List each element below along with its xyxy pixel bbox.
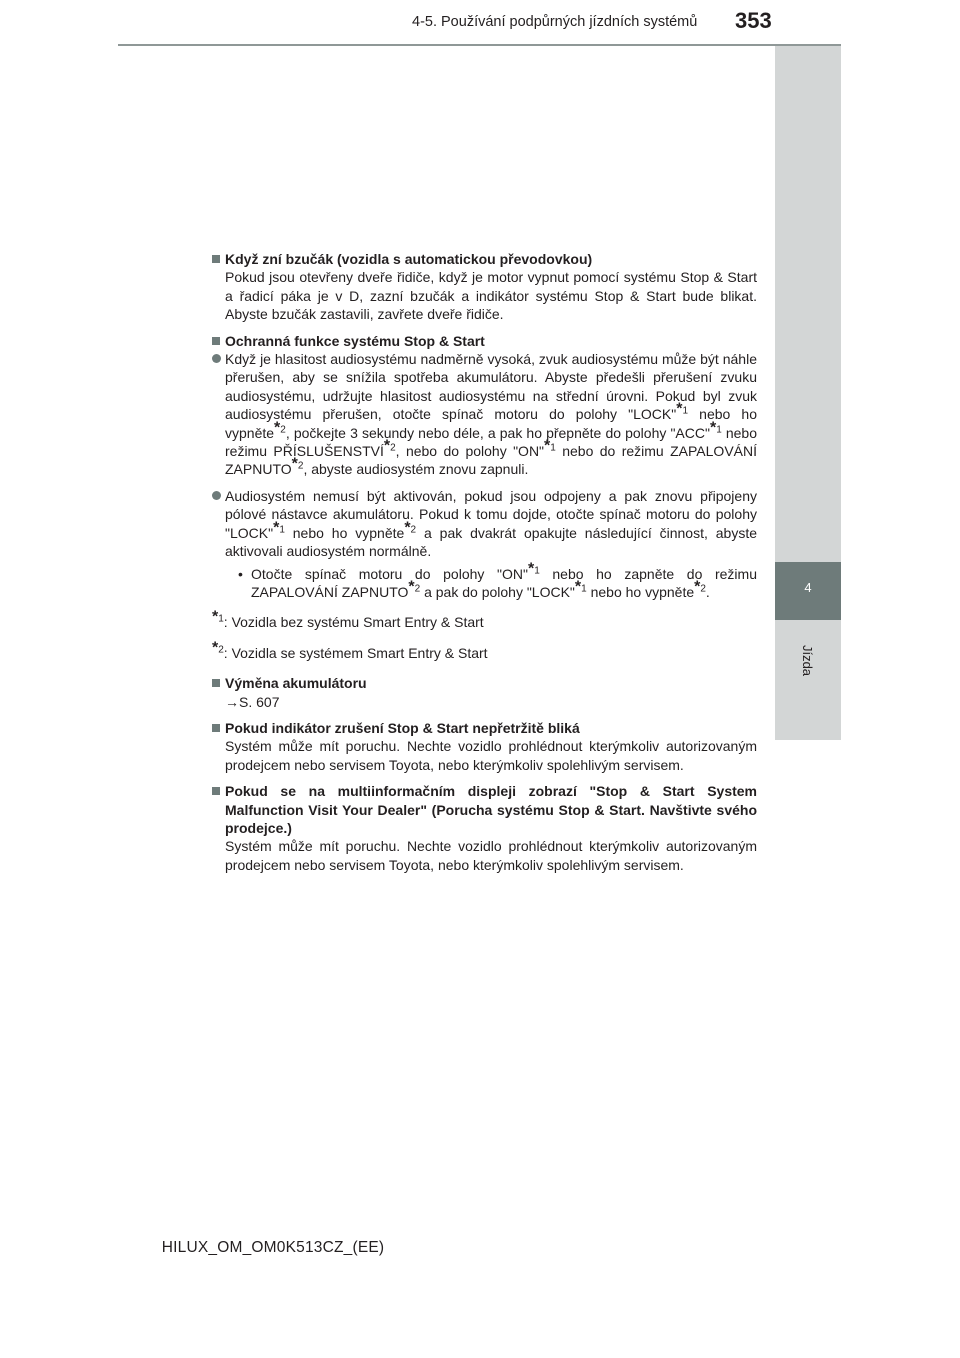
side-column-bottom [775, 620, 841, 740]
square-bullet-icon [212, 255, 220, 263]
text-run: Audiosystém nemusí být aktivován, pokud jsou odpojeny a pak znovu připojeny pólové nástavce akumulátoru. Pokud k tomu dojde, otočte spínač motoru do polohy "LOCK" [225, 487, 757, 541]
footnote-num: 1 [534, 564, 540, 576]
footnote-star: * [383, 437, 391, 455]
square-bullet-icon [212, 787, 220, 795]
text-run: nebo ho vypněte [284, 524, 405, 541]
footnote-num: 2 [390, 442, 396, 454]
footnote-num: 2 [414, 583, 421, 595]
text-run: nebo režimu PŘÍSLUŠENSTVÍ [225, 424, 757, 460]
footnote-star: * [273, 519, 280, 537]
footnote-num: 2 [280, 424, 286, 435]
footnote-text: : Vozidla se systémem Smart Entry & Start [223, 644, 488, 661]
square-bullet-icon [212, 337, 220, 345]
square-bullet-icon [212, 679, 220, 687]
section-heading [212, 332, 757, 350]
footnote-star: * [274, 419, 281, 436]
text-run: Otočte spínač motoru do polohy "ON" [251, 565, 528, 582]
footnote-num: 1 [550, 442, 556, 454]
text-run: a pak dvakrát opakujte následující činnost, abyste aktivovali audiosystém normálně. [225, 524, 757, 560]
page-content [212, 250, 757, 882]
section-indicator [212, 719, 757, 774]
heading-text: Výměna akumulátoru [225, 675, 367, 692]
chapter-tab [775, 562, 841, 620]
text-run: nebo ho vypněte [225, 406, 757, 441]
page-number: 353 [735, 8, 772, 33]
bullet-text [225, 487, 757, 561]
footnote-num: 1 [682, 405, 689, 417]
text-run: , počkejte 3 sekundy nebo déle, a pak ho přepněte do polohy "ACC" [285, 424, 710, 441]
footnote-1 [212, 608, 757, 631]
footnote-num: 1 [581, 583, 587, 595]
side-column-top [775, 46, 841, 562]
section-buzzer [212, 250, 757, 324]
section-malfunction [212, 782, 757, 874]
footnote-num: 1 [218, 613, 224, 625]
footnote-star: * [574, 578, 582, 596]
chapter-label [788, 640, 828, 680]
text-run: a pak do polohy "LOCK" [420, 583, 575, 600]
text-run: nebo do režimu ZAPALOVÁNÍ ZAPNUTO [225, 443, 757, 478]
circle-bullet-icon [212, 354, 221, 363]
section-body: Systém může mít poruchu. Nechte vozidlo prohlédnout kterýmkoliv autorizovaným prodejcem nebo servisem Toyota, nebo kterýmkoliv spolehlivým servisem. [225, 738, 757, 773]
footnote-num: 1 [716, 424, 722, 435]
footnote-star: * [527, 559, 535, 577]
footnote-num: 2 [410, 524, 417, 536]
footnote-star: * [408, 578, 415, 596]
heading-text: Pokud indikátor zrušení Stop & Start nepřetržitě bliká [225, 719, 580, 736]
heading-text: Pokud se na multiinformačním displeji zobrazí "Stop & Start System Malfunction Visit Your Dealer" (Porucha systému Stop & Start. Navštivte svého prodejce.) [225, 783, 757, 836]
footnote-text: : Vozidla bez systému Smart Entry & Start [223, 614, 484, 631]
text-run: Když je hlasitost audiosystému nadměrně vysoká, zvuk audiosystému může být náhle přerušen, aby se snížila spotřeba akumulátoru. Abyste předešli přerušení zvuku audiosystému, udržujte hlasitost audiosystému na střední úrovni. Pokud byl zvuk audiosystému přerušen, otočte spínač motoru do polohy "LOCK" [225, 351, 757, 423]
chapter-label-text: Jízda [800, 644, 816, 676]
sub-bullet-mark: • [238, 565, 243, 582]
footnote-2 [212, 639, 757, 662]
text-run: nebo ho zapněte do režimu ZAPALOVÁNÍ ZAPNUTO [251, 565, 757, 600]
section-heading [212, 719, 757, 737]
footnote-star: * [404, 519, 411, 537]
bullet-item [212, 350, 757, 479]
footnote-num: 2 [297, 460, 304, 472]
section-battery [212, 674, 757, 711]
text-run: . [705, 583, 710, 600]
footnote-num: 2 [700, 583, 706, 595]
square-bullet-icon [212, 724, 220, 732]
footnote-star: * [212, 608, 219, 626]
sub-bullet-text [251, 559, 757, 602]
footnote-star: * [694, 578, 701, 596]
section-heading [212, 674, 757, 692]
footnote-star: * [212, 639, 219, 657]
footnote-star: * [676, 400, 683, 418]
text-run: nebo ho vypněte [586, 583, 695, 600]
header-section-title: 4-5. Používání podpůrných jízdních systémů [412, 14, 698, 30]
bullet-text [225, 350, 757, 479]
page-reference-link[interactable]: →S. 607 [225, 693, 280, 710]
text-run: , nebo do polohy "ON" [395, 443, 545, 460]
footer-doc-id: HILUX_OM_OM0K513CZ_(EE) [161, 1239, 385, 1256]
chapter-tab-number: 4 [804, 580, 812, 595]
circle-bullet-icon [212, 491, 221, 500]
heading-text: Když zní bzučák (vozidla s automatickou převodovkou) [225, 251, 593, 267]
section-body: Systém může mít poruchu. Nechte vozidlo prohlédnout kterýmkoliv autorizovaným prodejcem nebo servisem Toyota, nebo kterýmkoliv spolehlivým servisem. [225, 838, 757, 873]
footnote-star: * [709, 419, 717, 436]
heading-text: Ochranná funkce systému Stop & Start [225, 332, 485, 349]
sub-bullet-item [212, 559, 757, 602]
bullet-item [212, 487, 757, 561]
footnote-num: 1 [279, 524, 285, 536]
header-rule [118, 44, 841, 46]
footnote-star: * [544, 437, 551, 455]
section-heading [212, 782, 757, 837]
footnote-num: 2 [218, 644, 224, 656]
section-protection [212, 332, 757, 602]
text-run: , abyste audiosystém znovu zapnuli. [303, 461, 529, 478]
section-heading [212, 250, 757, 268]
footnote-star: * [291, 455, 298, 473]
section-body: Pokud jsou otevřeny dveře řidiče, když je motor vypnut pomocí systému Stop & Start a řadicí páka je v D, zazní bzučák a indikátor systému Stop & Start bude blikat. Abyste bzučák zastavili, zavřete dveře řidiče. [225, 269, 757, 323]
